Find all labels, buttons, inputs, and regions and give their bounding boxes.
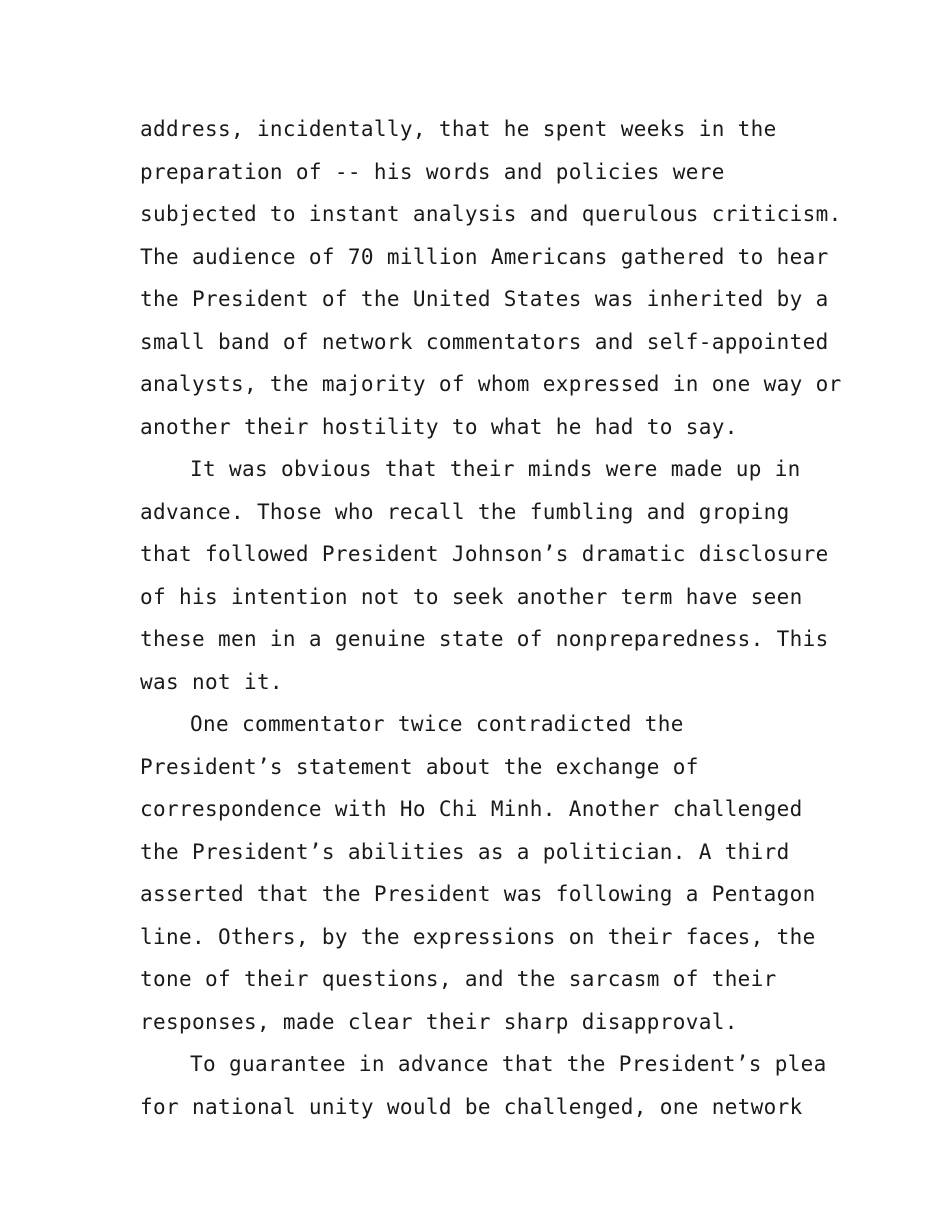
text-line: President’s statement about the exchange of bbox=[140, 754, 699, 779]
text-line: advance. Those who recall the fumbling and groping bbox=[140, 499, 790, 524]
paragraph bbox=[140, 703, 840, 1043]
text-line: the President of the United States was inherited by a bbox=[140, 287, 829, 311]
text-line: correspondence with Ho Chi Minh. Another challenged bbox=[140, 797, 803, 821]
text-line: One commentator twice contradicted the bbox=[190, 712, 684, 736]
text-line: these men in a genuine state of nonpreparedness. This bbox=[140, 627, 829, 651]
text-line: asserted that the President was following a Pentagon bbox=[140, 882, 816, 906]
body-text bbox=[140, 108, 840, 1128]
text-line: address, incidentally, that he spent weeks in the bbox=[140, 117, 777, 141]
paragraph bbox=[140, 108, 840, 448]
text-line: It was obvious that their minds were made up in bbox=[190, 457, 801, 481]
text-line: line. Others, by the expressions on their faces, the bbox=[140, 924, 816, 949]
paragraph bbox=[140, 1043, 840, 1128]
text-line: preparation of -- his words and policies were bbox=[140, 159, 725, 184]
text-line: the President’s abilities as a politician. A third bbox=[140, 839, 790, 864]
text-line: was not it. bbox=[140, 669, 283, 694]
text-line: The audience of 70 million Americans gathered to hear bbox=[140, 244, 829, 269]
paragraph bbox=[140, 448, 840, 703]
text-line: of his intention not to seek another term have seen bbox=[140, 584, 803, 609]
text-line: small band of network commentators and self-appointed bbox=[140, 329, 829, 354]
text-line: subjected to instant analysis and querulous criticism. bbox=[140, 202, 842, 226]
text-line: responses, made clear their sharp disapproval. bbox=[140, 1009, 738, 1034]
text-line: analysts, the majority of whom expressed in one way or bbox=[140, 372, 842, 396]
text-line: that followed President Johnson’s dramatic disclosure bbox=[140, 542, 829, 566]
text-line: for national unity would be challenged, one network bbox=[140, 1094, 803, 1119]
text-line: To guarantee in advance that the President’s plea bbox=[190, 1052, 827, 1076]
text-line: another their hostility to what he had to say. bbox=[140, 414, 738, 439]
text-line: tone of their questions, and the sarcasm of their bbox=[140, 967, 777, 991]
